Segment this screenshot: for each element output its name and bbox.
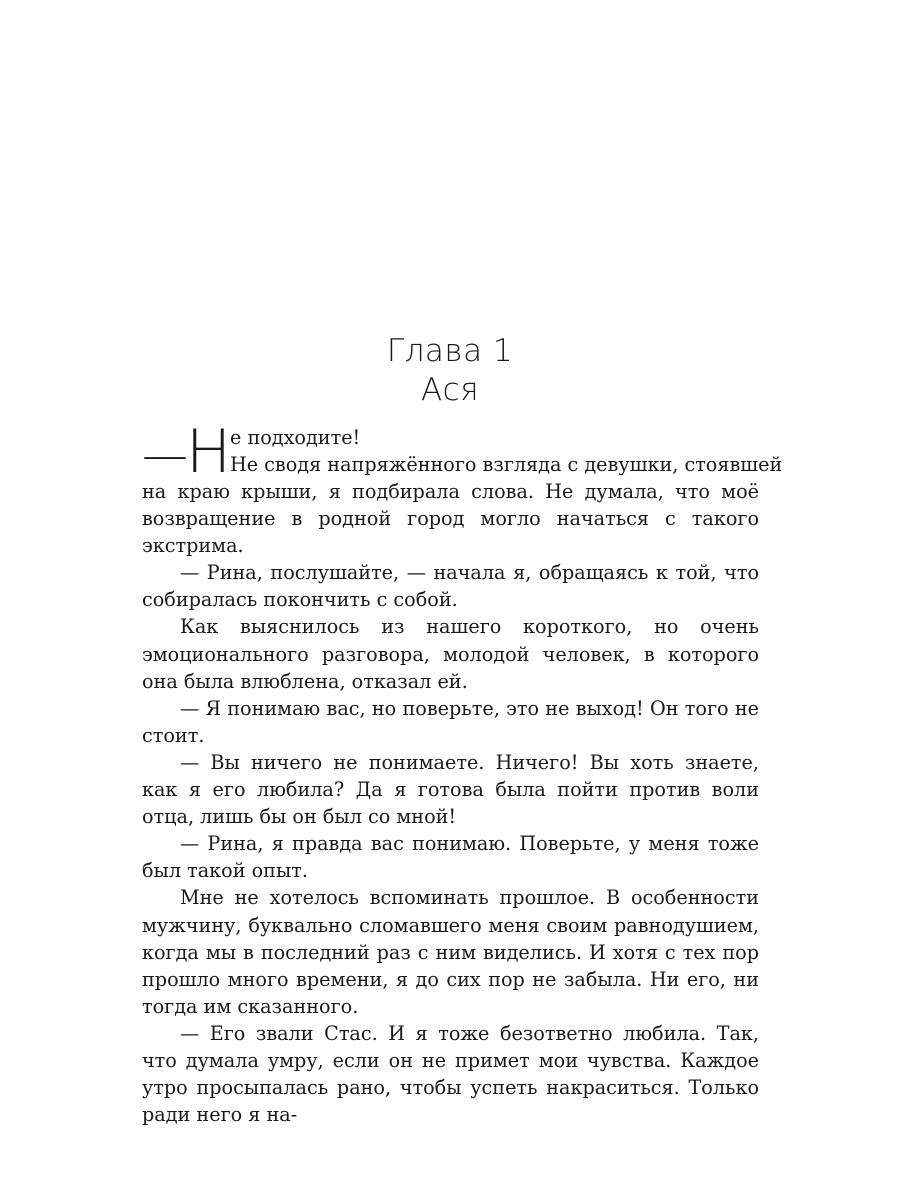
- paragraph: Как выяснилось из нашего короткого, но очень эмоционального разговора, молодой человек, в которого она была влюблена, отказал ей.: [142, 615, 759, 693]
- paragraph: — Рина, я правда вас понимаю. Поверьте, у меня тоже был такой опыт.: [142, 832, 759, 883]
- dropcap-letter: Н: [186, 417, 232, 487]
- opening-line-2: Не сводя напряжённого взгляда с девушки, стоявшей: [230, 453, 783, 476]
- paragraph: — Вы ничего не понимаете. Ничего! Вы хоть знаете, как я его любила? Да я готова была пойти против воли отца, лишь бы он был со мной!: [142, 750, 759, 829]
- chapter-number: Глава 1: [386, 333, 514, 369]
- paragraph: Мне не хотелось вспоминать прошлое. В особенности мужчину, буквально сломавшего меня своим равнодушием, когда мы в последний раз с ним виделись. И хотя с тех пор прошло много времени, я до сих пор не забыла. Ни его, ни тогда им сказанного.: [142, 886, 759, 1018]
- chapter-heading: [0, 332, 900, 410]
- paragraph: — Рина, послушайте, — начала я, обращаясь к той, что собиралась покончить с собой.: [142, 561, 759, 612]
- opening-paragraph: [142, 417, 783, 559]
- paragraph: — Я понимаю вас, но поверьте, это не выход! Он того не стоит.: [142, 696, 759, 747]
- dropcap-dash: —: [142, 428, 188, 482]
- body-text: [142, 417, 783, 1128]
- opening-line-1: е подходите!: [230, 426, 361, 449]
- chapter-title: Ася: [420, 372, 480, 408]
- dropcap-block: [142, 417, 783, 487]
- paragraph: — Его звали Стас. И я тоже безответно любила. Так, что думала умру, если он не примет мои чувства. Каждое утро просыпалась рано, чтобы успеть накраситься. Только ради него я на-: [142, 1021, 759, 1127]
- opening-continuation: на краю крыши, я подбирала слова. Не думала, что моё возвращение в родной город могло начаться с такого экстрима.: [142, 480, 759, 558]
